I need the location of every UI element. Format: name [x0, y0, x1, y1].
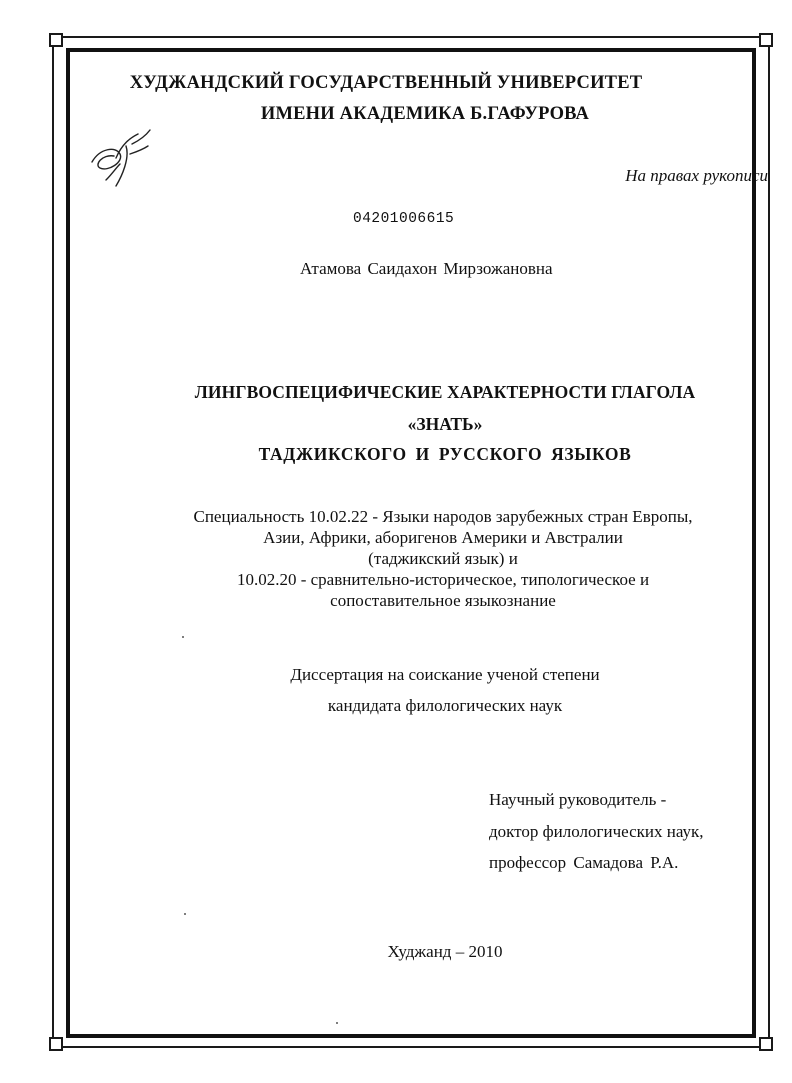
- supervisor-degree: доктор филологических наук,: [489, 822, 704, 841]
- supervisor-role: Научный руководитель -: [489, 790, 667, 809]
- specialty-line5: сопоставительное языкознание: [330, 591, 556, 610]
- manuscript-rights-note: На правах рукописи: [625, 166, 768, 185]
- university-name-line1: ХУДЖАНДСКИЙ ГОСУДАРСТВЕННЫЙ УНИВЕРСИТЕТ: [129, 73, 643, 93]
- frame-corner-bottom-right: [759, 1037, 773, 1051]
- dissertation-title-line2: «ЗНАТЬ»: [407, 414, 483, 434]
- degree-line1: Диссертация на соискание ученой степени: [290, 665, 600, 684]
- author-name: Атамова Саидахон Мирзожановна: [300, 259, 553, 278]
- handwritten-signature-icon: [86, 124, 156, 194]
- scan-speck: [336, 1022, 338, 1024]
- degree-line2: кандидата филологических наук: [327, 696, 563, 715]
- frame-corner-top-left: [49, 33, 63, 47]
- dissertation-title-line3: ТАДЖИКСКОГО И РУССКОГО ЯЗЫКОВ: [258, 444, 632, 464]
- university-name-line2: ИМЕНИ АКАДЕМИКА Б.ГАФУРОВА: [260, 104, 590, 124]
- registration-number: 04201006615: [353, 211, 455, 227]
- city-year: Худжанд – 2010: [387, 942, 503, 961]
- specialty-line4: 10.02.20 - сравнительно-историческое, типологическое и: [236, 570, 650, 589]
- scan-speck: [184, 913, 186, 915]
- specialty-line1: Специальность 10.02.22 - Языки народов зарубежных стран Европы,: [193, 507, 693, 526]
- scan-speck: [182, 636, 184, 638]
- specialty-line3: (таджикский язык) и: [368, 549, 518, 568]
- frame-corner-bottom-left: [49, 1037, 63, 1051]
- frame-corner-top-right: [759, 33, 773, 47]
- specialty-line2: Азии, Африки, аборигенов Америки и Австралии: [263, 528, 623, 547]
- supervisor-name: профессор Самадова Р.А.: [489, 853, 679, 872]
- dissertation-title-line1: ЛИНГВОСПЕЦИФИЧЕСКИЕ ХАРАКТЕРНОСТИ ГЛАГОЛА: [194, 382, 696, 402]
